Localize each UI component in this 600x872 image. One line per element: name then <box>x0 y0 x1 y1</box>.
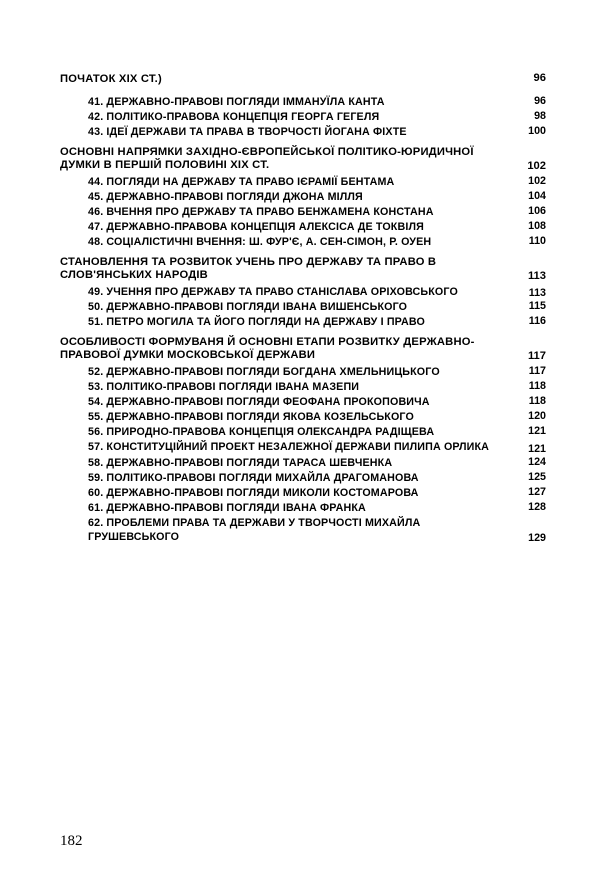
toc-entry[interactable] <box>60 285 546 299</box>
toc-entry[interactable] <box>60 72 546 87</box>
toc-entry[interactable] <box>60 425 546 439</box>
toc-entry-label: 55. ДЕРЖАВНО-ПРАВОВІ ПОГЛЯДИ ЯКОВА КОЗЕЛЬСЬКОГО <box>88 411 414 424</box>
toc-entry[interactable] <box>60 300 546 314</box>
toc-page-number: 96 <box>534 94 546 107</box>
toc-page-number: 113 <box>528 286 546 299</box>
toc-page-number: 116 <box>528 315 546 328</box>
toc-entry[interactable] <box>60 471 546 485</box>
toc-entry[interactable] <box>60 365 546 379</box>
toc-entry-label: 46. ВЧЕННЯ ПРО ДЕРЖАВУ ТА ПРАВО БЕНЖАМЕНА КОНСТАНА <box>88 205 434 218</box>
toc-section-heading[interactable] <box>60 146 546 172</box>
toc-entry[interactable] <box>60 456 546 470</box>
toc-entry[interactable] <box>60 190 546 204</box>
toc-section-label: ОСНОВНІ НАПРЯМКИ ЗАХІДНО-ЄВРОПЕЙСЬКОЇ ПОЛІТИКО-ЮРИДИЧНОЇ ДУМКИ В ПЕРШІЙ ПОЛОВИНІ XIX СТ. <box>60 146 474 171</box>
toc-entry[interactable] <box>60 95 546 109</box>
toc-entry[interactable] <box>60 380 546 394</box>
toc-page-number: 124 <box>528 455 546 468</box>
toc-entry-label: 57. КОНСТИТУЦІЙНИЙ ПРОЕКТ НЕЗАЛЕЖНОЇ ДЕРЖАВИ ПИЛИПА ОРЛИКА <box>88 441 490 454</box>
toc-page-number: 121 <box>528 442 546 455</box>
toc-entry-label: 62. ПРОБЛЕМИ ПРАВА ТА ДЕРЖАВИ У ТВОРЧОСТІ МИХАЙЛА ГРУШЕВСЬКОГО <box>88 517 421 544</box>
toc-entry-label: 61. ДЕРЖАВНО-ПРАВОВІ ПОГЛЯДИ ІВАНА ФРАНКА <box>88 501 366 514</box>
toc-page-number: 96 <box>533 72 546 84</box>
toc-page-number: 115 <box>528 299 546 312</box>
toc-entry[interactable] <box>60 175 546 189</box>
toc-entry-label: 59. ПОЛІТИКО-ПРАВОВІ ПОГЛЯДИ МИХАЙЛА ДРАГОМАНОВА <box>88 471 419 484</box>
toc-entry[interactable] <box>60 395 546 409</box>
toc-entry-label: 52. ДЕРЖАВНО-ПРАВОВІ ПОГЛЯДИ БОГДАНА ХМЕЛЬНИЦЬКОГО <box>88 365 440 378</box>
toc-entry[interactable] <box>60 410 546 424</box>
toc-page-number: 100 <box>528 125 546 138</box>
toc-page-number: 118 <box>528 395 546 407</box>
toc-entry[interactable] <box>60 486 546 500</box>
toc-section-label: СТАНОВЛЕННЯ ТА РОЗВИТОК УЧЕНЬ ПРО ДЕРЖАВУ ТА ПРАВО В СЛОВ'ЯНСЬКИХ НАРОДІВ <box>60 256 437 282</box>
toc-page-number: 106 <box>528 204 546 217</box>
toc-entry-label: 54. ДЕРЖАВНО-ПРАВОВІ ПОГЛЯДИ ФЕОФАНА ПРОКОПОВИЧА <box>88 396 430 408</box>
toc-page-number: 104 <box>528 189 546 202</box>
toc-entry-label: 43. ІДЕЇ ДЕРЖАВИ ТА ПРАВА В ТВОРЧОСТІ ЙОГАНА ФІХТЕ <box>88 126 407 139</box>
toc-entry-label: 51. ПЕТРО МОГИЛА ТА ЙОГО ПОГЛЯДИ НА ДЕРЖАВУ І ПРАВО <box>88 316 425 329</box>
toc-page-number: 118 <box>528 379 546 392</box>
toc-entry[interactable] <box>60 110 546 124</box>
toc-entry-label: 42. ПОЛІТИКО-ПРАВОВА КОНЦЕПЦІЯ ГЕОРГА ГЕГЕЛЯ <box>88 110 380 123</box>
toc-page-number: 117 <box>528 364 546 377</box>
toc-entry[interactable] <box>60 220 546 234</box>
toc-entry[interactable] <box>60 315 546 329</box>
toc-entry[interactable] <box>60 440 546 454</box>
toc-entry-label: 41. ДЕРЖАВНО-ПРАВОВІ ПОГЛЯДИ ІММАНУЇЛА КАНТА <box>88 95 385 108</box>
toc-page-number: 129 <box>528 532 546 545</box>
toc-entry[interactable] <box>60 125 546 139</box>
toc-page-number: 125 <box>528 470 546 483</box>
toc-page-number: 117 <box>527 349 546 362</box>
toc-page-number: 98 <box>534 109 546 122</box>
toc-entry-label: 47. ДЕРЖАВНО-ПРАВОВА КОНЦЕПЦІЯ АЛЕКСІСА ДЕ ТОКВІЛЯ <box>88 221 424 234</box>
toc-page-number: 128 <box>528 500 546 513</box>
toc-section-heading[interactable] <box>60 336 546 362</box>
toc-page-number: 102 <box>527 159 546 172</box>
toc-page-number: 102 <box>528 174 546 187</box>
page-folio-number: 182 <box>60 833 83 849</box>
toc-entry-label: 56. ПРИРОДНО-ПРАВОВА КОНЦЕПЦІЯ ОЛЕКСАНДРА РАДІЩЕВА <box>88 426 435 439</box>
toc-entry[interactable] <box>60 205 546 219</box>
toc-entry[interactable] <box>60 516 546 544</box>
toc-page-number: 127 <box>528 485 546 498</box>
toc-entry-label: 48. СОЦІАЛІСТИЧНІ ВЧЕННЯ: Ш. ФУР'Є, А. СЕН-СІМОН, Р. ОУЕН <box>88 236 432 249</box>
toc-entry-label: 49. УЧЕННЯ ПРО ДЕРЖАВУ ТА ПРАВО СТАНІСЛАВА ОРІХОВСЬКОГО <box>88 285 458 298</box>
toc-page-number: 120 <box>528 410 546 423</box>
toc-page-number: 110 <box>528 235 546 248</box>
toc-entry-label: 53. ПОЛІТИКО-ПРАВОВІ ПОГЛЯДИ ІВАНА МАЗЕПИ <box>88 380 360 393</box>
toc-entry[interactable] <box>60 235 546 249</box>
toc-entry-label: 58. ДЕРЖАВНО-ПРАВОВІ ПОГЛЯДИ ТАРАСА ШЕВЧЕНКА <box>88 456 393 469</box>
toc-entry-label: 45. ДЕРЖАВНО-ПРАВОВІ ПОГЛЯДИ ДЖОНА МІЛЛЯ <box>88 190 363 203</box>
toc-page-number: 113 <box>527 269 546 282</box>
toc-entry[interactable] <box>60 501 546 515</box>
toc-entry-label: 44. ПОГЛЯДИ НА ДЕРЖАВУ ТА ПРАВО ІЄРАМІЇ БЕНТАМА <box>88 175 395 188</box>
toc-entry-label: ПОЧАТОК XIX СТ.) <box>60 73 162 85</box>
toc-entry-label: 60. ДЕРЖАВНО-ПРАВОВІ ПОГЛЯДИ МИКОЛИ КОСТОМАРОВА <box>88 486 419 499</box>
toc-page-number: 108 <box>528 220 546 233</box>
table-of-contents <box>60 72 546 544</box>
toc-page-number: 121 <box>528 425 546 438</box>
toc-section-label: ОСОБЛИВОСТІ ФОРМУВАНЯ Й ОСНОВНІ ЕТАПИ РОЗВИТКУ ДЕРЖАВНО-ПРАВОВОЇ ДУМКИ МОСКОВСЬКОЇ ДЕРЖАВИ <box>60 336 475 361</box>
toc-entry-label: 50. ДЕРЖАВНО-ПРАВОВІ ПОГЛЯДИ ІВАНА ВИШЕНСЬКОГО <box>88 300 408 313</box>
toc-section-heading[interactable] <box>60 256 546 282</box>
